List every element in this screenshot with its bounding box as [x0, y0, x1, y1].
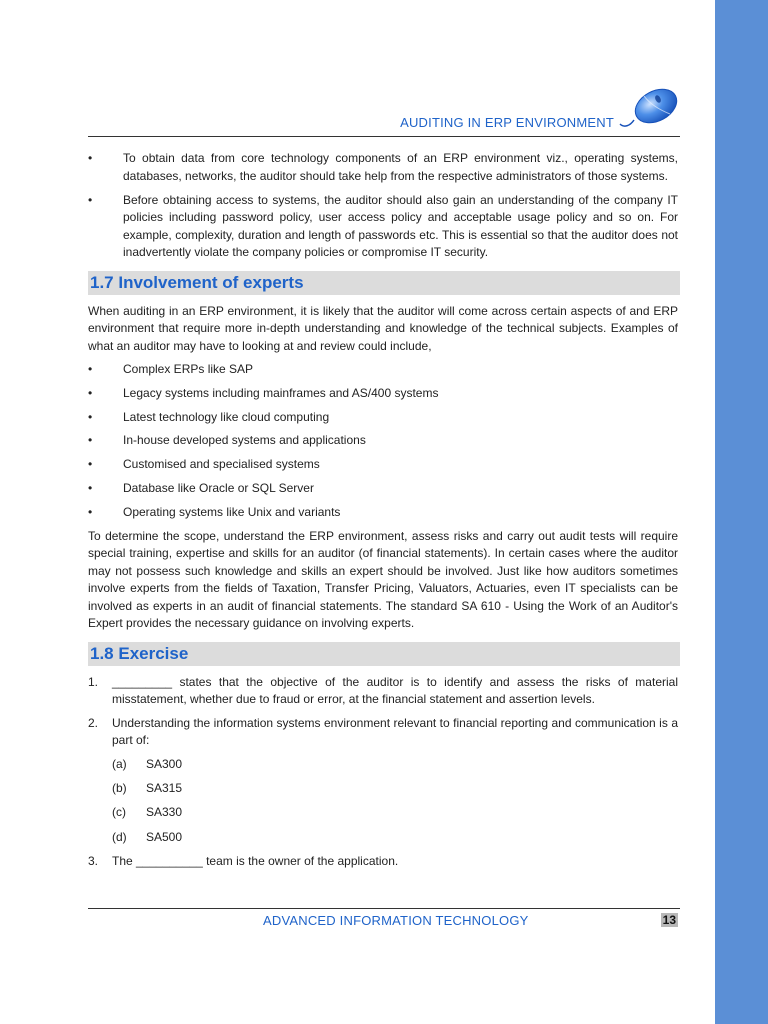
answer-option	[112, 804, 678, 822]
option-text: SA315	[146, 780, 183, 795]
section-heading-experts: 1.7 Involvement of experts	[88, 271, 680, 295]
page-footer	[88, 908, 680, 933]
question-number: 2.	[88, 715, 99, 730]
option-text: SA330	[146, 805, 183, 820]
list-item: • Operating systems like Unix and variants	[88, 504, 678, 522]
exercise-question-list	[88, 674, 678, 871]
page-number: 13	[662, 913, 676, 927]
list-item: • Legacy systems including mainframes and AS/400 systems	[88, 385, 678, 403]
header-title: AUDITING IN ERP ENVIRONMENT	[400, 115, 614, 130]
computer-mouse-icon	[618, 84, 680, 132]
option-text: SA300	[146, 756, 183, 771]
page-content	[88, 150, 678, 877]
question-number: 1.	[88, 674, 99, 689]
option-label: (b)	[112, 780, 127, 795]
footer-title: ADVANCED INFORMATION TECHNOLOGY	[263, 913, 529, 928]
answer-option	[112, 829, 678, 847]
question-number: 3.	[88, 854, 99, 869]
intro-bullet-list	[88, 150, 678, 262]
option-label: (d)	[112, 829, 127, 844]
list-item: • Database like Oracle or SQL Server	[88, 480, 678, 498]
list-item: • Before obtaining access to systems, the auditor should also gain an understanding of the company IT policies including password policy, user access policy and acceptable usage policy and so on. For example, complexity, duration and length of passwords etc. This is essential so that the auditor does not inadvertently violate the company policies or compromise IT security.	[88, 192, 678, 262]
side-color-bar	[715, 0, 768, 1024]
list-item: • To obtain data from core technology components of an ERP environment viz., operating systems, databases, networks, the auditor should take help from the respective administrators of those systems.	[88, 150, 678, 185]
page-header	[88, 112, 680, 137]
option-label: (c)	[112, 805, 126, 820]
question-text: The __________ team is the owner of the application.	[112, 854, 399, 869]
answer-option	[112, 780, 678, 798]
list-item: • Latest technology like cloud computing	[88, 409, 678, 427]
question-text: Understanding the information systems environment relevant to financial reporting and communication is a part of:	[112, 715, 678, 748]
section-heading-exercise: 1.8 Exercise	[88, 642, 680, 666]
question-item	[88, 715, 678, 847]
list-item: • Customised and specialised systems	[88, 456, 678, 474]
paragraph: When auditing in an ERP environment, it is likely that the auditor will come across certain aspects of and ERP environment that require more in-depth understanding and knowledge of the technical subjects. Examples of what an auditor may have to looking at and review could include,	[88, 303, 678, 353]
answer-option	[112, 756, 678, 774]
option-text: SA500	[146, 829, 183, 844]
question-text: _________ states that the objective of the auditor is to identify and assess the risks of material misstatement, whether due to fraud or error, at the financial statement and assertion levels.	[112, 674, 678, 707]
list-item: • In-house developed systems and applications	[88, 432, 678, 450]
experts-bullet-list	[88, 361, 678, 521]
question-item	[88, 674, 678, 709]
list-item: • Complex ERPs like SAP	[88, 361, 678, 379]
answer-options	[112, 756, 678, 847]
paragraph: To determine the scope, understand the ERP environment, assess risks and carry out audit tests will require special training, expertise and skills for an auditor (of financial statements). In certain cases where the auditor may not possess such knowledge and skills an expert should be involved. Just like how auditors sometimes involve experts from the fields of Taxation, Transfer Pricing, Valuators, Actuaries, even IT specialists can be involved as experts in an audit of financial statements. The standard SA 610 - Using the Work of an Auditor's Expert provides the necessary guidance on involving experts.	[88, 528, 678, 631]
option-label: (a)	[112, 756, 127, 771]
question-item	[88, 853, 678, 871]
